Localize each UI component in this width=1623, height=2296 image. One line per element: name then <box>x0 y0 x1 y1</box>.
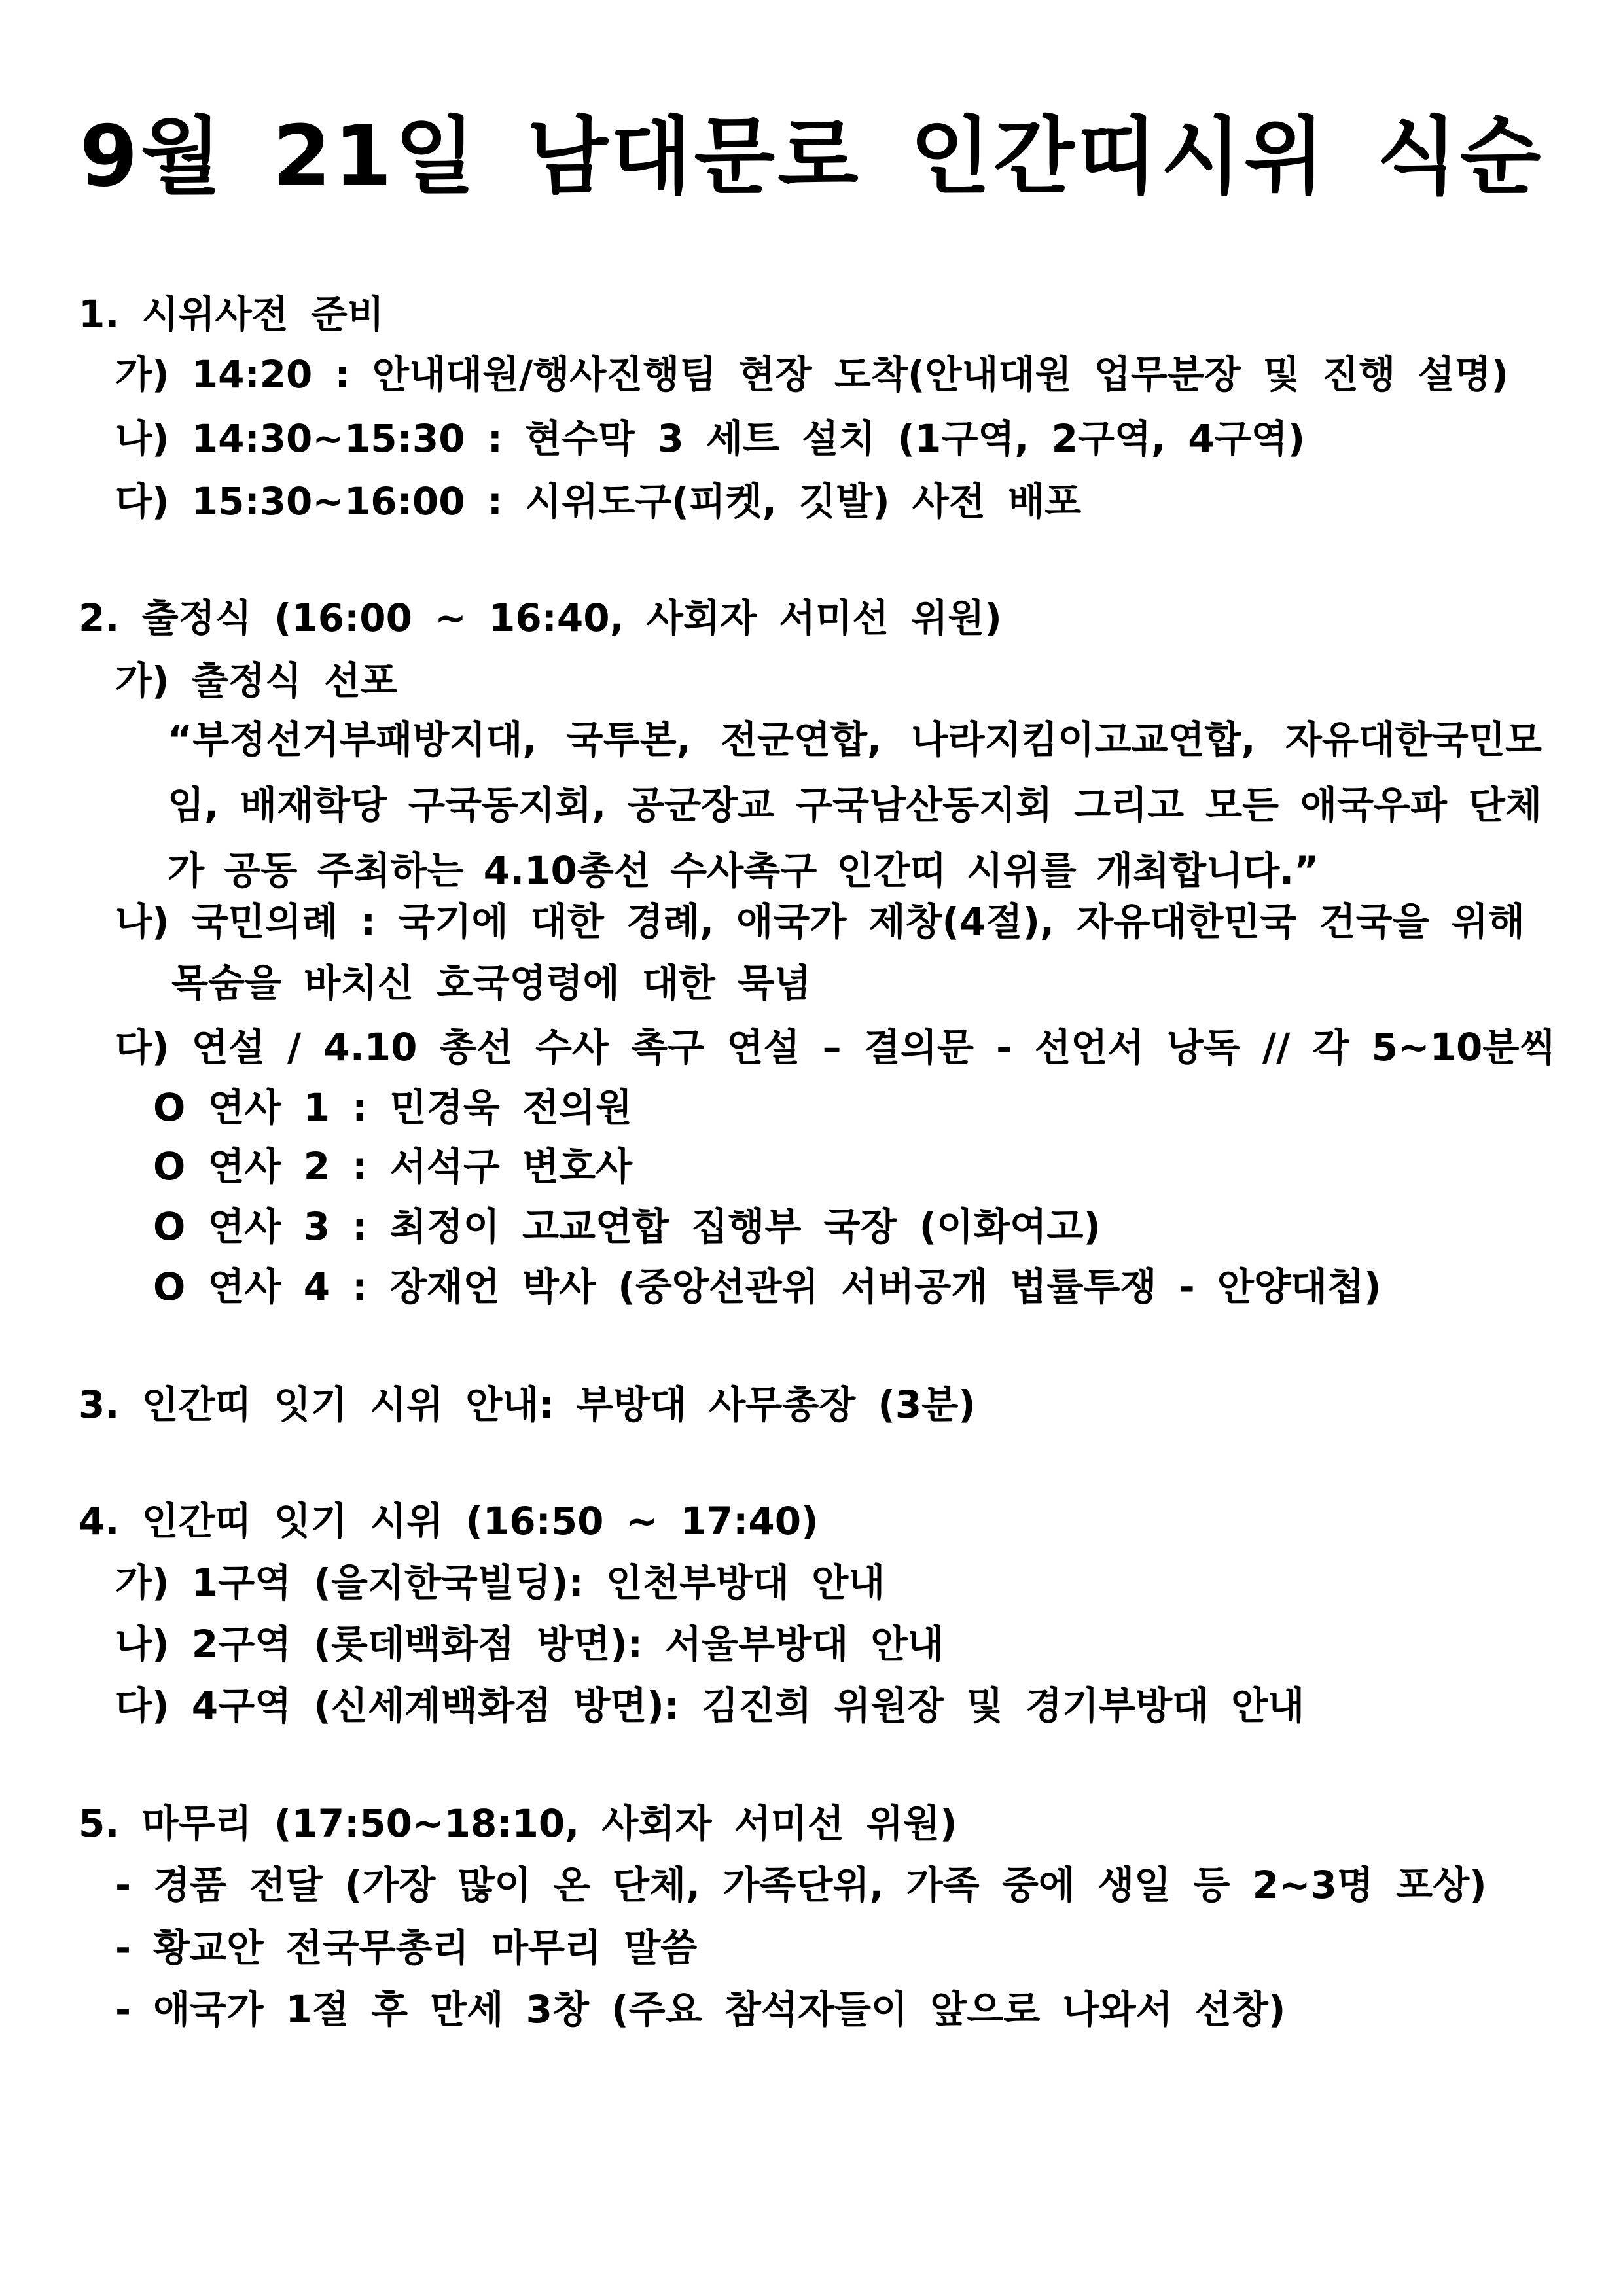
closing-item: - 황교안 전국무총리 마무리 말씀 <box>115 1926 698 1970</box>
section-2-item-c: 다) 연설 / 4.10 총선 수사 촉구 연설 – 결의문 - 선언서 낭독 // 각 5~10분씩 <box>115 1025 1556 1069</box>
section-4-item-b: 나) 2구역 (롯데백화점 방면): 서울부방대 안내 <box>115 1622 944 1666</box>
section-2-item-b-line-2: 목숨을 바치신 호국영령에 대한 묵념 <box>171 961 812 1005</box>
section-2-item-b-line-1: 나) 국민의례 : 국기에 대한 경례, 애국가 제창(4절), 자유대한민국 건국을 위해 <box>115 899 1525 944</box>
speaker-item: O 연사 2 : 서석구 변호사 <box>153 1144 633 1189</box>
section-1-item-b: 나) 14:30~15:30 : 현수막 3 세트 설치 (1구역, 2구역, 4구역) <box>115 416 1306 461</box>
section-3-heading: 3. 인간띠 잇기 시위 안내: 부방대 사무총장 (3분) <box>79 1382 976 1427</box>
section-2-heading: 2. 출정식 (16:00 ~ 16:40, 사회자 서미선 위원) <box>79 596 1002 640</box>
closing-item: - 애국가 1절 후 만세 3창 (주요 참석자들이 앞으로 나와서 선창) <box>115 1987 1286 2032</box>
speaker-item: O 연사 3 : 최정이 고교연합 집행부 국장 (이화여고) <box>153 1204 1101 1249</box>
section-4-item-c: 다) 4구역 (신세계백화점 방면): 김진희 위원장 및 경기부방대 안내 <box>115 1683 1305 1728</box>
section-5-heading: 5. 마무리 (17:50~18:10, 사회자 서미선 위원) <box>79 1801 957 1846</box>
section-4-item-a: 가) 1구역 (을지한국빌딩): 인천부방대 안내 <box>115 1560 885 1605</box>
speaker-item: O 연사 4 : 장재언 박사 (중앙선관위 서버공개 법률투쟁 - 안양대첩) <box>153 1265 1382 1309</box>
speaker-item: O 연사 1 : 민경욱 전의원 <box>153 1085 633 1130</box>
section-1-item-a: 가) 14:20 : 안내대원/행사진행팀 현장 도착(안내대원 업무분장 및 진행 설명) <box>115 352 1509 397</box>
declaration-quote: “부정선거부패방지대, 국투본, 전군연합, 나라지킴이고교연합, 자유대한국민모임, 배재학당 구국동지회, 공군장교 구국남산동지회 그리고 모든 애국우파 단체가 공동 주최하는 4.10총선 수사촉구 인간띠 시위를 개최합니다.” <box>168 717 1542 893</box>
section-1-heading: 1. 시위사전 준비 <box>79 292 384 336</box>
page-title: 9월 21일 남대문로 인간띠시위 식순 <box>79 108 1544 206</box>
section-1-item-c: 다) 15:30~16:00 : 시위도구(피켓, 깃발) 사전 배포 <box>115 479 1082 524</box>
section-2-item-a: 가) 출정식 선포 <box>115 658 398 703</box>
closing-item: - 경품 전달 (가장 많이 온 단체, 가족단위, 가족 중에 생일 등 2~3명 포상) <box>115 1863 1487 1907</box>
section-4-heading: 4. 인간띠 잇기 시위 (16:50 ~ 17:40) <box>79 1499 819 1543</box>
